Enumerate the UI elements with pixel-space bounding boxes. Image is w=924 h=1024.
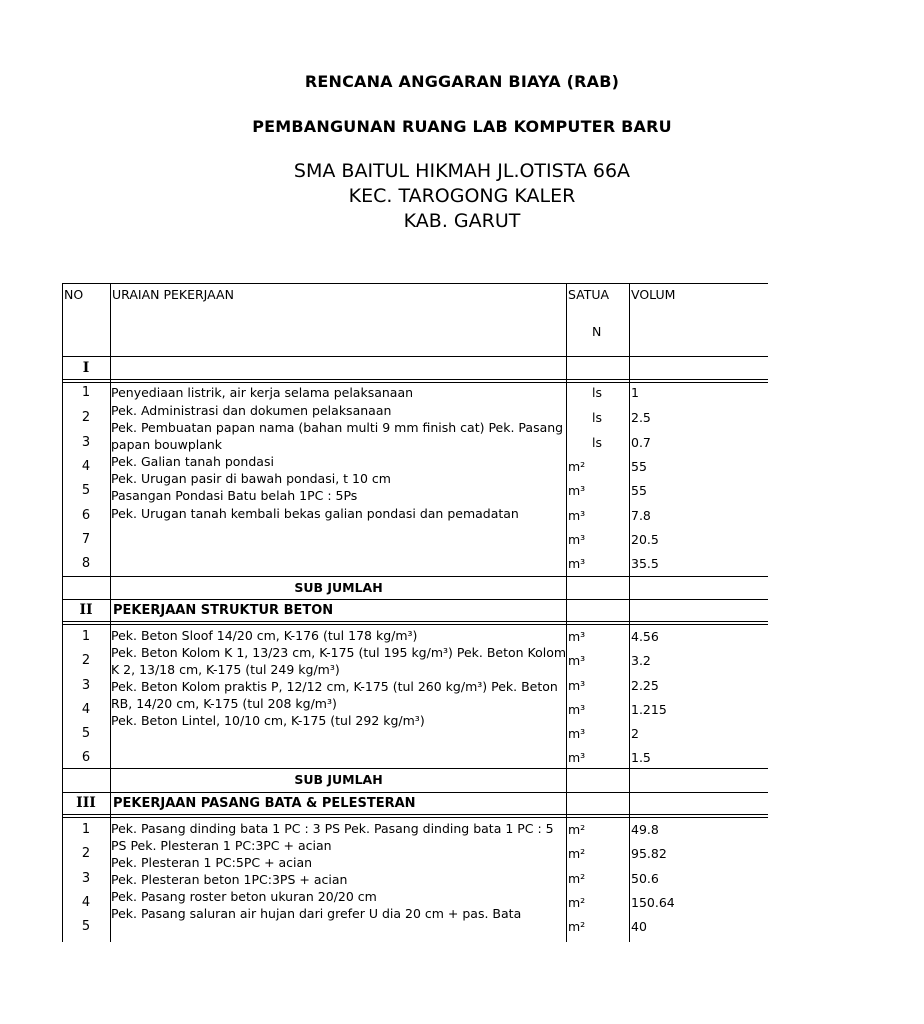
description-line: Pek. Beton Sloof 14/20 cm, K-176 (tul 178 kg/m³) xyxy=(111,628,418,643)
volume-cell: 2.5 xyxy=(631,410,651,425)
column-header-unit: SATUA xyxy=(568,287,610,302)
section-numeral: III xyxy=(76,795,96,811)
district: KEC. TAROGONG KALER xyxy=(348,185,576,207)
description-line: Pek. Pasang roster beton ukuran 20/20 cm xyxy=(111,889,377,904)
project-title: PEMBANGUNAN RUANG LAB KOMPUTER BARU xyxy=(252,117,672,136)
unit-cell: m³ xyxy=(568,726,586,741)
row-number: 8 xyxy=(81,556,91,571)
description-line: Pek. Beton Kolom K 1, 13/23 cm, K-175 (tul 195 kg/m³) Pek. Beton Kolom xyxy=(111,645,567,660)
volume-cell: 35.5 xyxy=(631,556,659,571)
description-line: Pek. Galian tanah pondasi xyxy=(111,454,274,469)
row-number: 5 xyxy=(81,726,91,741)
section-heading: PEKERJAAN PASANG BATA & PELESTERAN xyxy=(113,796,416,811)
column-header-description: URAIAN PEKERJAAN xyxy=(112,287,234,302)
unit-cell: m³ xyxy=(568,750,586,765)
volume-cell: 4.56 xyxy=(631,629,659,644)
volume-cell: 1.215 xyxy=(631,702,667,717)
description-line: Pek. Plesteran 1 PC:5PC + acian xyxy=(111,855,313,870)
unit-cell: m³ xyxy=(568,678,586,693)
volume-cell: 1 xyxy=(631,385,639,400)
row-number: 3 xyxy=(81,435,91,450)
unit-cell: m² xyxy=(568,895,586,910)
unit-cell: m³ xyxy=(568,483,586,498)
regency: KAB. GARUT xyxy=(403,210,521,232)
description-line: papan bouwplank xyxy=(111,437,223,452)
unit-cell: m³ xyxy=(568,532,586,547)
unit-cell: m³ xyxy=(568,653,586,668)
row-number: 4 xyxy=(81,895,91,910)
unit-cell: ls xyxy=(592,385,602,400)
volume-cell: 95.82 xyxy=(631,846,667,861)
row-number: 2 xyxy=(81,653,91,668)
row-number: 7 xyxy=(81,532,91,547)
description-line: K 2, 13/18 cm, K-175 (tul 249 kg/m³) xyxy=(111,662,340,677)
unit-cell: m² xyxy=(568,822,586,837)
volume-cell: 55 xyxy=(631,483,647,498)
subtotal-label: SUB JUMLAH xyxy=(294,580,383,595)
unit-cell: ls xyxy=(592,435,602,450)
volume-cell: 50.6 xyxy=(631,871,659,886)
row-number: 6 xyxy=(81,508,91,523)
school-address: SMA BAITUL HIKMAH JL.OTISTA 66A xyxy=(293,160,631,182)
section-numeral: I xyxy=(82,360,90,376)
description-line: Pek. Pasang saluran air hujan dari grefer U dia 20 cm + pas. Bata xyxy=(111,906,522,921)
row-number: 6 xyxy=(81,750,91,765)
unit-cell: m³ xyxy=(568,556,586,571)
volume-cell: 40 xyxy=(631,919,647,934)
column-header-no: NO xyxy=(64,287,84,302)
row-number: 5 xyxy=(81,483,91,498)
description-line: PS Pek. Plesteran 1 PC:3PC + acian xyxy=(111,838,332,853)
volume-cell: 150.64 xyxy=(631,895,675,910)
row-number: 1 xyxy=(81,629,91,644)
row-number: 5 xyxy=(81,919,91,934)
unit-cell: m³ xyxy=(568,702,586,717)
description-line: Pek. Urugan pasir di bawah pondasi, t 10 cm xyxy=(111,471,391,486)
row-number: 4 xyxy=(81,702,91,717)
description-line: Pek. Pembuatan papan nama (bahan multi 9 mm finish cat) Pek. Pasang xyxy=(111,420,564,435)
volume-cell: 2.25 xyxy=(631,678,659,693)
unit-cell: m² xyxy=(568,871,586,886)
unit-cell: ls xyxy=(592,410,602,425)
volume-cell: 2 xyxy=(631,726,639,741)
volume-cell: 20.5 xyxy=(631,532,659,547)
unit-cell: m² xyxy=(568,919,586,934)
description-line: Pek. Beton Kolom praktis P, 12/12 cm, K-175 (tul 260 kg/m³) Pek. Beton xyxy=(111,679,558,694)
volume-cell: 55 xyxy=(631,459,647,474)
description-line: Pasangan Pondasi Batu belah 1PC : 5Ps xyxy=(111,488,358,503)
row-number: 2 xyxy=(81,410,91,425)
row-number: 3 xyxy=(81,871,91,886)
subtotal-label: SUB JUMLAH xyxy=(294,772,383,787)
unit-cell: m² xyxy=(568,459,586,474)
volume-cell: 3.2 xyxy=(631,653,651,668)
description-line: Penyediaan listrik, air kerja selama pelaksanaan xyxy=(111,385,414,400)
row-number: 3 xyxy=(81,678,91,693)
description-line: Pek. Plesteran beton 1PC:3PS + acian xyxy=(111,872,348,887)
volume-cell: 1.5 xyxy=(631,750,651,765)
unit-cell: m³ xyxy=(568,629,586,644)
description-line: Pek. Administrasi dan dokumen pelaksanaan xyxy=(111,403,392,418)
description-line: RB, 14/20 cm, K-175 (tul 208 kg/m³) xyxy=(111,696,337,711)
row-number: 2 xyxy=(81,846,91,861)
volume-cell: 0.7 xyxy=(631,435,651,450)
volume-cell: 7.8 xyxy=(631,508,651,523)
description-line: Pek. Pasang dinding bata 1 PC : 3 PS Pek. Pasang dinding bata 1 PC : 5 xyxy=(111,821,554,836)
unit-cell: m³ xyxy=(568,508,586,523)
unit-cell: m² xyxy=(568,846,586,861)
section-heading: PEKERJAAN STRUKTUR BETON xyxy=(113,603,334,618)
column-header-unit-wrap: N xyxy=(592,324,602,339)
column-header-volume: VOLUM xyxy=(631,287,676,302)
row-number: 1 xyxy=(81,822,91,837)
section-numeral: II xyxy=(79,602,93,618)
row-number: 4 xyxy=(81,459,91,474)
row-number: 1 xyxy=(81,385,91,400)
description-line: Pek. Urugan tanah kembali bekas galian pondasi dan pemadatan xyxy=(111,506,519,521)
description-line: Pek. Beton Lintel, 10/10 cm, K-175 (tul 292 kg/m³) xyxy=(111,713,425,728)
document-title: RENCANA ANGGARAN BIAYA (RAB) xyxy=(304,72,620,91)
volume-cell: 49.8 xyxy=(631,822,659,837)
